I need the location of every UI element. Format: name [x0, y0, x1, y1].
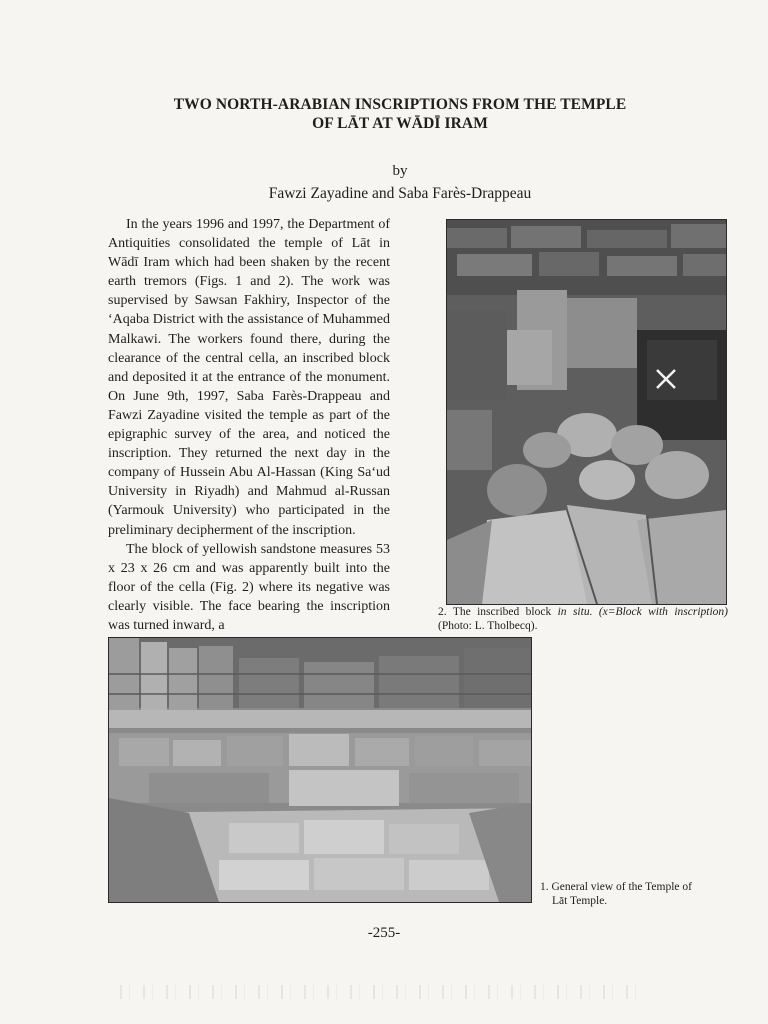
figure-1-caption-line-1: 1. General view of the Temple of [540, 881, 692, 893]
byline-by: by [392, 163, 408, 179]
figure-1-temple-ruins-image [109, 638, 531, 902]
byline-authors: Fawzi Zayadine and Saba Farès-Drappeau [268, 185, 532, 202]
figure-1-caption-line-2: Lāt Temple. [552, 895, 608, 907]
figure-2-caption-credit: (Photo: L. Tholbecq). [438, 620, 538, 632]
figure-1-caption [540, 880, 730, 908]
figure-2-stone-rubble-image [447, 220, 726, 604]
body-text-column [108, 215, 390, 635]
article-title-line-2: OF LĀT AT WĀDĪ IRAM [312, 115, 488, 132]
page-number: -255- [367, 925, 401, 941]
body-paragraph-1: In the years 1996 and 1997, the Department of Antiquities consolidated the temple of Lāt in Wādī Iram which had been shaken by the recent earth tremors (Figs. 1 and 2). The work was supervised by Sawsan Fakhiry, Inspector of the ‘Aqaba District with the assistance of Muhammed Malkawi. The workers found there, during the clearance of the central cella, an inscribed block and deposited it at the entrance of the monument. On June 9th, 1997, Saba Farès-Drappeau and Fawzi Zayadine visited the temple as part of the epigraphic survey of the area, and noticed the inscription. They returned the next day in the company of Hussein Abu Al-Hassan (King Sa‘ud University in Riyadh) and Mahmud al-Russan (Yarmouk University) who participated in the preliminary decipherment of the inscription. [108, 217, 390, 538]
article-title [130, 95, 670, 133]
figure-2-photo [446, 219, 727, 605]
body-paragraph-2: The block of yellowish sandstone measures 53 x 23 x 26 cm and was apparently built into the floor of the cella (Fig. 2) where its negative was clearly visible. The face bearing the inscription was turned inward, a [108, 541, 390, 633]
figure-2-caption-number: 2. The inscribed block [438, 606, 552, 618]
figure-1-photo [108, 637, 532, 903]
figure-2-caption-italic: in situ. (x=Block with inscription) [557, 606, 728, 618]
scan-artifact-strip [120, 985, 640, 999]
figure-2-caption [438, 605, 728, 633]
article-title-line-1: TWO NORTH-ARABIAN INSCRIPTIONS FROM THE TEMPLE [173, 96, 627, 113]
